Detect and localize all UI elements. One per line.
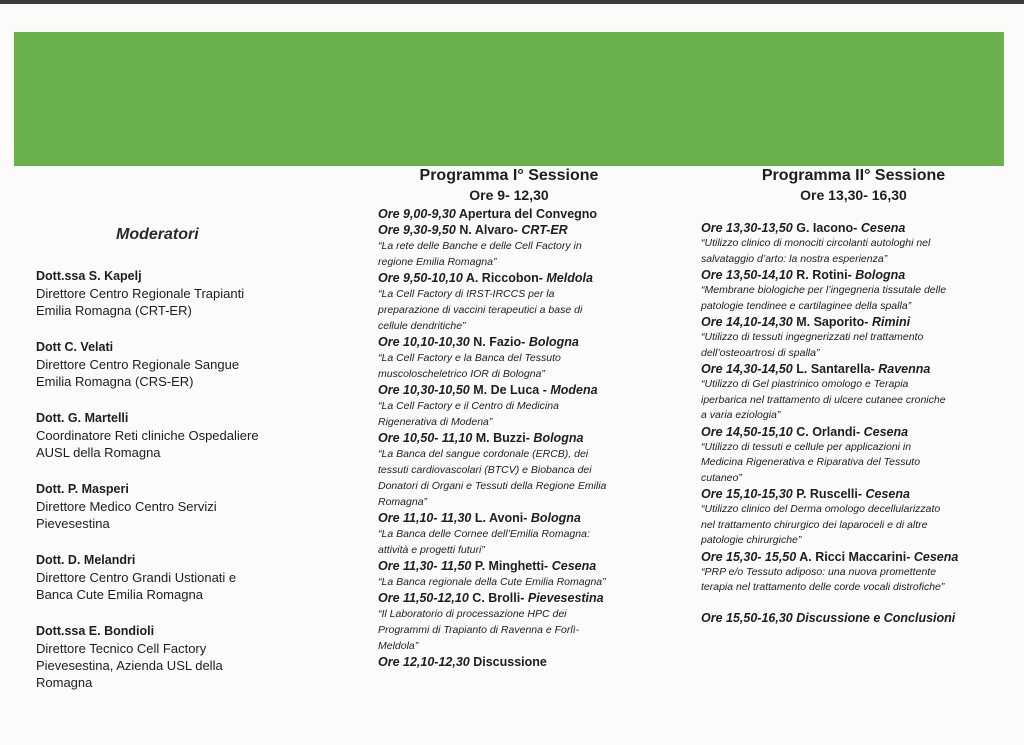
- program-description-line: “Utilizzo di Gel piastrinico omologo e Terapia: [701, 378, 909, 390]
- session-2-closing: Ore 15,50-16,30 Discussione e Conclusioni: [701, 610, 956, 625]
- program-speaker: C. Brolli-: [472, 591, 525, 605]
- program-speaker: G. Iacono-: [796, 221, 858, 235]
- program-description-line: terapia nel trattamento delle corde vocali distrofiche”: [701, 581, 945, 593]
- program-description-line: “La Banca regionale della Cute Emilia Romagna”: [378, 576, 606, 588]
- program-description-line: dell’osteoartrosi di spalla”: [701, 346, 820, 359]
- program-city: Modena: [550, 383, 598, 397]
- program-description-line: Meldola”: [378, 640, 419, 652]
- program-city: Cesena: [860, 221, 906, 235]
- moderator-name: Dott C. Velati: [36, 340, 114, 354]
- moderator-role-line: Emilia Romagna (CRS-ER): [36, 374, 194, 389]
- moderator-entry: [36, 552, 326, 603]
- program-item-header: [378, 222, 640, 238]
- program-speaker: L. Avoni-: [474, 511, 528, 525]
- program-time: Ore 14,50-15,10: [701, 424, 793, 439]
- program-time: Ore 10,30-10,50: [378, 383, 470, 397]
- moderators-title: Moderatori: [116, 226, 199, 243]
- program-item: [701, 220, 1006, 267]
- moderator-name: Dott. P. Masperi: [36, 482, 129, 496]
- program-speaker: P. Minghetti-: [474, 559, 549, 573]
- program-item-header: [701, 424, 1006, 440]
- moderator-role-line: Direttore Medico Centro Servizi: [36, 499, 217, 514]
- program-speaker: A. Ricci Maccarini-: [799, 549, 911, 564]
- program-speaker: M. Buzzi-: [475, 431, 530, 445]
- program-item: [378, 654, 640, 670]
- program-item: [701, 361, 1006, 424]
- program-description-line: “Il Laboratorio di processazione HPC dei: [378, 608, 567, 620]
- moderator-role-line: AUSL della Romagna: [36, 445, 161, 460]
- program-item: [378, 382, 640, 430]
- program-item-header: [701, 220, 1006, 236]
- program-description-line: muscoloscheletrico IOR di Bologna”: [378, 368, 545, 380]
- program-description-line: “La rete delle Banche e delle Cell Factory in: [378, 240, 582, 252]
- program-city: Pievesestina: [527, 591, 604, 605]
- moderators-column: [36, 226, 326, 711]
- program-description-line: salvataggio d’arto: la nostra esperienza”: [701, 252, 888, 265]
- program-description-line: “La Banca delle Cornee dell’Emilia Romagna:: [378, 528, 590, 540]
- program-speaker: M. Saporito-: [796, 315, 869, 329]
- program-description-line: iperbarica nel trattamento di ulcere cutanee croniche: [701, 393, 946, 406]
- session-1-title: Programma I° Sessione: [419, 167, 599, 184]
- program-city: Ravenna: [878, 362, 931, 376]
- program-description-line: “La Cell Factory e la Banca del Tessuto: [378, 352, 561, 364]
- program-speaker: C. Orlandi-: [796, 424, 861, 439]
- program-item: [378, 334, 640, 382]
- session-2-hours: Ore 13,30- 16,30: [800, 187, 907, 203]
- session-2-items: [701, 220, 1006, 596]
- program-item: [378, 206, 640, 222]
- program-item-header: [378, 510, 640, 526]
- program-city: Cesena: [865, 487, 910, 501]
- program-item-header: [378, 382, 640, 398]
- program-time: Ore 10,50- 11,10: [378, 431, 473, 445]
- program-item-header: [378, 430, 640, 446]
- header-banner: [14, 32, 1004, 166]
- moderators-list: [36, 268, 326, 691]
- program-speaker: N. Fazio-: [473, 335, 526, 349]
- program-description-line: “PRP e/o Tessuto adiposo: una nuova promettente: [701, 565, 937, 578]
- moderator-entry: [36, 339, 326, 390]
- program-city: Cesena: [551, 559, 597, 573]
- program-description-line: regione Emilia Romagna”: [378, 256, 497, 268]
- program-city: Bologna: [533, 431, 584, 445]
- program-time: Ore 11,10- 11,30: [378, 511, 472, 525]
- program-description-line: Donatori di Organi e Tessuti della Regione Emilia: [378, 480, 607, 492]
- program-description-line: “La Cell Factory e il Centro di Medicina: [378, 400, 559, 412]
- program-city: CRT-ER: [521, 223, 568, 237]
- program-city: Meldola: [546, 271, 593, 285]
- program-description-line: preparazione di vaccini terapeutici a base di: [378, 304, 583, 316]
- program-description-line: cutaneo”: [701, 471, 742, 484]
- program-city: Bologna: [855, 268, 906, 282]
- moderator-entry: [36, 268, 326, 319]
- moderator-role-line: Romagna: [36, 675, 93, 690]
- moderator-role-line: Direttore Centro Regionale Sangue: [36, 357, 240, 372]
- program-city: Bologna: [530, 511, 581, 525]
- program-time: Ore 12,10-12,30: [378, 655, 470, 669]
- program-time: Ore 10,10-10,30: [378, 335, 470, 349]
- program-item: [378, 510, 640, 558]
- program-time: Ore 9,00-9,30: [378, 207, 456, 221]
- program-description-line: “Utilizzo di tessuti ingegnerizzati nel trattamento: [701, 331, 924, 343]
- session-1-hours: Ore 9- 12,30: [469, 187, 549, 203]
- program-description-line: patologie tendinee e cartilaginee della spalla”: [701, 299, 912, 312]
- program-time: Ore 9,50-10,10: [378, 271, 463, 285]
- page-top-edge: [0, 0, 1024, 4]
- program-speaker: N. Alvaro-: [459, 223, 518, 237]
- program-description-line: cellule dendritiche”: [378, 320, 466, 332]
- program-time: Ore 15,10-15,30: [701, 487, 793, 501]
- session-1-items: [378, 206, 640, 670]
- program-description-line: “Utilizzo clinico di monociti circolanti autologhi nel: [701, 237, 931, 249]
- program-city: Bologna: [528, 335, 579, 349]
- program-item: [701, 549, 1006, 596]
- program-speaker: M. De Luca -: [473, 383, 547, 397]
- program-speaker: P. Ruscelli-: [796, 487, 863, 501]
- program-description-line: a varia eziologia”: [701, 409, 781, 421]
- program-item: [378, 590, 640, 654]
- program-item-header: [378, 270, 640, 286]
- program-time: Ore 14,30-14,50: [701, 362, 793, 376]
- program-time: Ore 9,30-9,50: [378, 223, 456, 237]
- moderator-role-line: Banca Cute Emilia Romagna: [36, 587, 203, 602]
- session-2-title: Programma II° Sessione: [761, 167, 946, 184]
- program-item-header: [701, 267, 1006, 283]
- program-item: [701, 486, 1006, 549]
- moderator-role-line: Pievesestina, Azienda USL della: [36, 658, 223, 673]
- program-item-header: [701, 549, 1006, 565]
- program-description-line: “Membrane biologiche per l’ingegneria tissutale delle: [701, 284, 947, 296]
- program-time: Ore 13,50-14,10: [701, 268, 793, 282]
- program-speaker: A. Riccobon-: [465, 271, 543, 285]
- moderator-role-line: Direttore Tecnico Cell Factory: [36, 641, 207, 656]
- program-item-header: [378, 334, 640, 350]
- program-description-line: Medicina Rigenerativa e Riparativa del Tessuto: [701, 456, 921, 468]
- program-speaker: Discussione: [473, 655, 547, 669]
- moderator-role-line: Emilia Romagna (CRT-ER): [36, 303, 192, 318]
- program-description-line: Rigenerativa di Modena”: [378, 416, 493, 428]
- program-speaker: R. Rotini-: [796, 268, 852, 282]
- program-city: Cesena: [913, 549, 959, 564]
- moderator-role-line: Direttore Centro Grandi Ustionati e: [36, 570, 237, 585]
- program-description-line: patologie chirurgiche”: [701, 534, 802, 546]
- moderator-entry: [36, 623, 326, 691]
- moderator-role-line: Direttore Centro Regionale Trapianti: [36, 286, 245, 301]
- program-description-line: attività e progetti futuri”: [378, 544, 485, 556]
- session-1: [378, 166, 640, 670]
- program-time: Ore 13,30-13,50: [701, 221, 793, 235]
- program-item: [378, 558, 640, 590]
- program-item: [701, 314, 1006, 361]
- program-item-header: [378, 590, 640, 606]
- program-item: [701, 267, 1006, 314]
- program-item: [701, 424, 1006, 487]
- program-time: Ore 11,50-12,10: [378, 591, 469, 605]
- moderator-name: Dott.ssa S. Kapelj: [36, 269, 142, 283]
- moderator-entry: [36, 410, 326, 461]
- program-description-line: “La Cell Factory di IRST-IRCCS per la: [378, 288, 555, 300]
- program-item-header: [378, 206, 640, 222]
- moderator-name: Dott. G. Martelli: [36, 411, 129, 425]
- program-time: Ore 14,10-14,30: [701, 315, 793, 329]
- program-speaker: L. Santarella-: [796, 362, 875, 376]
- moderator-name: Dott. D. Melandri: [36, 553, 136, 567]
- program-city: Rimini: [871, 315, 911, 329]
- program-description-line: nel trattamento chirurgico dei laparoceli e di altre: [701, 518, 928, 531]
- program-speaker: Apertura del Convegno: [458, 207, 598, 221]
- program-item: [378, 430, 640, 510]
- program-item: [378, 222, 640, 270]
- program-time: Ore 11,30- 11,50: [378, 559, 472, 573]
- moderator-name: Dott.ssa E. Bondioli: [36, 624, 155, 638]
- session-2: [701, 166, 1006, 626]
- program-description-line: “Utilizzo di tessuti e cellule per applicazioni in: [701, 440, 912, 453]
- program-item-header: [378, 558, 640, 574]
- moderator-role-line: Coordinatore Reti cliniche Ospedaliere: [36, 428, 259, 443]
- program-item-header: [701, 314, 1006, 330]
- program-description-line: Romagna”: [378, 496, 428, 508]
- program-description-line: “Utilizzo clinico del Derma omologo decellularizzato: [701, 503, 941, 515]
- program-time: Ore 15,30- 15,50: [701, 549, 797, 564]
- program-description-line: “La Banca del sangue cordonale (ERCB), dei: [378, 448, 589, 460]
- program-city: Cesena: [863, 424, 909, 439]
- program-item: [378, 270, 640, 334]
- moderator-entry: [36, 481, 326, 532]
- program-description-line: tessuti cardiovascolari (BTCV) e Biobanca dei: [378, 464, 592, 476]
- program-item-header: [378, 654, 640, 670]
- program-item-header: [701, 361, 1006, 377]
- moderator-role-line: Pievesestina: [36, 516, 110, 531]
- program-item-header: [701, 486, 1006, 502]
- program-description-line: Programmi di Trapianto di Ravenna e Forlì-: [378, 624, 580, 636]
